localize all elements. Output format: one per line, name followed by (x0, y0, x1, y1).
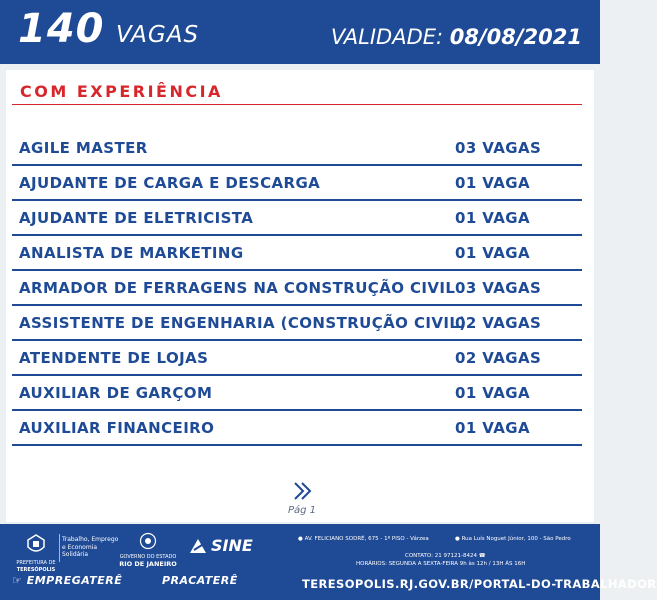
city-crest-icon (25, 532, 47, 556)
state-seal-icon (139, 532, 157, 550)
address-2 (455, 536, 571, 542)
sine-logo (188, 536, 253, 555)
header-banner (0, 0, 600, 64)
job-title: AGILE MASTER (19, 139, 148, 157)
prefeitura-logo (14, 532, 58, 573)
double-chevron-right-icon[interactable] (288, 480, 316, 502)
gov-line: GOVERNO DO ESTADO (119, 554, 177, 560)
job-openings: 03 VAGAS (455, 279, 542, 297)
secretaria-name (62, 536, 118, 559)
vacancy-count: 140 (18, 6, 105, 52)
job-title: AJUDANTE DE ELETRICISTA (19, 209, 254, 227)
job-title: ARMADOR DE FERRAGENS NA CONSTRUÇÃO CIVIL (19, 279, 456, 297)
job-row (12, 411, 582, 446)
empregatere-logo (12, 574, 122, 587)
job-row (12, 131, 582, 166)
job-row (12, 341, 582, 376)
address-1 (298, 536, 429, 542)
job-title: AUXILIAR FINANCEIRO (19, 419, 215, 437)
validity-label: VALIDADE: (330, 25, 444, 49)
job-row (12, 201, 582, 236)
sine-text: SINE (211, 536, 253, 555)
validity (331, 25, 582, 49)
page-indicator: Pág 1 (287, 505, 317, 516)
job-openings: 02 VAGAS (455, 314, 542, 332)
job-openings: 01 VAGA (455, 419, 531, 437)
job-title: ASSISTENTE DE ENGENHARIA (CONSTRUÇÃO CIVIL) (19, 314, 467, 332)
job-openings: 02 VAGAS (455, 349, 542, 367)
job-row (12, 236, 582, 271)
job-row (12, 306, 582, 341)
address-1-text: AV. FELICIANO SODRÉ, 675 - 1º PISO - Várzea (304, 536, 429, 542)
job-row (12, 166, 582, 201)
opening-hours: HORÁRIOS: SEGUNDA A SEXTA-FEIRA 9h às 12h / 13H ÀS 16H (356, 561, 526, 567)
state-government-logo (118, 532, 178, 568)
secretaria-line: Solidária (62, 551, 89, 558)
job-title: AUXILIAR DE GARÇOM (19, 384, 213, 402)
prefeitura-name: TERESÓPOLIS (16, 567, 56, 573)
job-openings: 01 VAGA (455, 244, 531, 262)
job-row (12, 271, 582, 306)
gov-state: RIO DE JANEIRO (119, 560, 177, 568)
location-pin-icon: ● (298, 536, 303, 542)
vacancy-label: VAGAS (116, 22, 200, 48)
job-openings: 01 VAGA (455, 174, 531, 192)
handshake-icon: ☞ (12, 574, 23, 587)
section-divider (12, 104, 582, 105)
location-pin-icon: ● (455, 536, 460, 542)
job-title: ANALISTA DE MARKETING (19, 244, 244, 262)
section-title: COM EXPERIÊNCIA (20, 82, 223, 101)
prefeitura-small: PREFEITURA DE (16, 560, 56, 566)
contact (405, 553, 486, 559)
job-openings: 01 VAGA (455, 384, 531, 402)
job-openings: 01 VAGA (455, 209, 531, 227)
job-list (12, 131, 582, 446)
contact-text: CONTATO: 21 97121-8424 (405, 553, 477, 559)
job-title: AJUDANTE DE CARGA E DESCARGA (19, 174, 321, 192)
job-title: ATENDENTE DE LOJAS (19, 349, 209, 367)
divider (59, 534, 60, 562)
validity-date: 08/08/2021 (449, 25, 582, 49)
footer (0, 524, 657, 600)
whatsapp-icon: ☎ (478, 553, 486, 559)
pracatere-logo (162, 574, 238, 587)
empregatere-text: EMPREGATERÊ (26, 574, 123, 587)
secretaria-line: e Economia (62, 543, 98, 551)
job-card (6, 70, 594, 522)
pracatere-text: PRACATERÊ (162, 574, 238, 587)
next-page-arrow-svg (288, 480, 316, 502)
secretaria-line: Trabalho, Emprego (62, 536, 119, 543)
job-row (12, 376, 582, 411)
portal-link[interactable]: TERESOPOLIS.RJ.GOV.BR/PORTAL-DO-TRABALHADOR (302, 577, 657, 591)
sine-icon (188, 537, 208, 555)
job-openings: 03 VAGAS (455, 139, 542, 157)
address-2-text: Rua Luís Noguet Júnior, 100 - São Pedro (461, 536, 571, 542)
